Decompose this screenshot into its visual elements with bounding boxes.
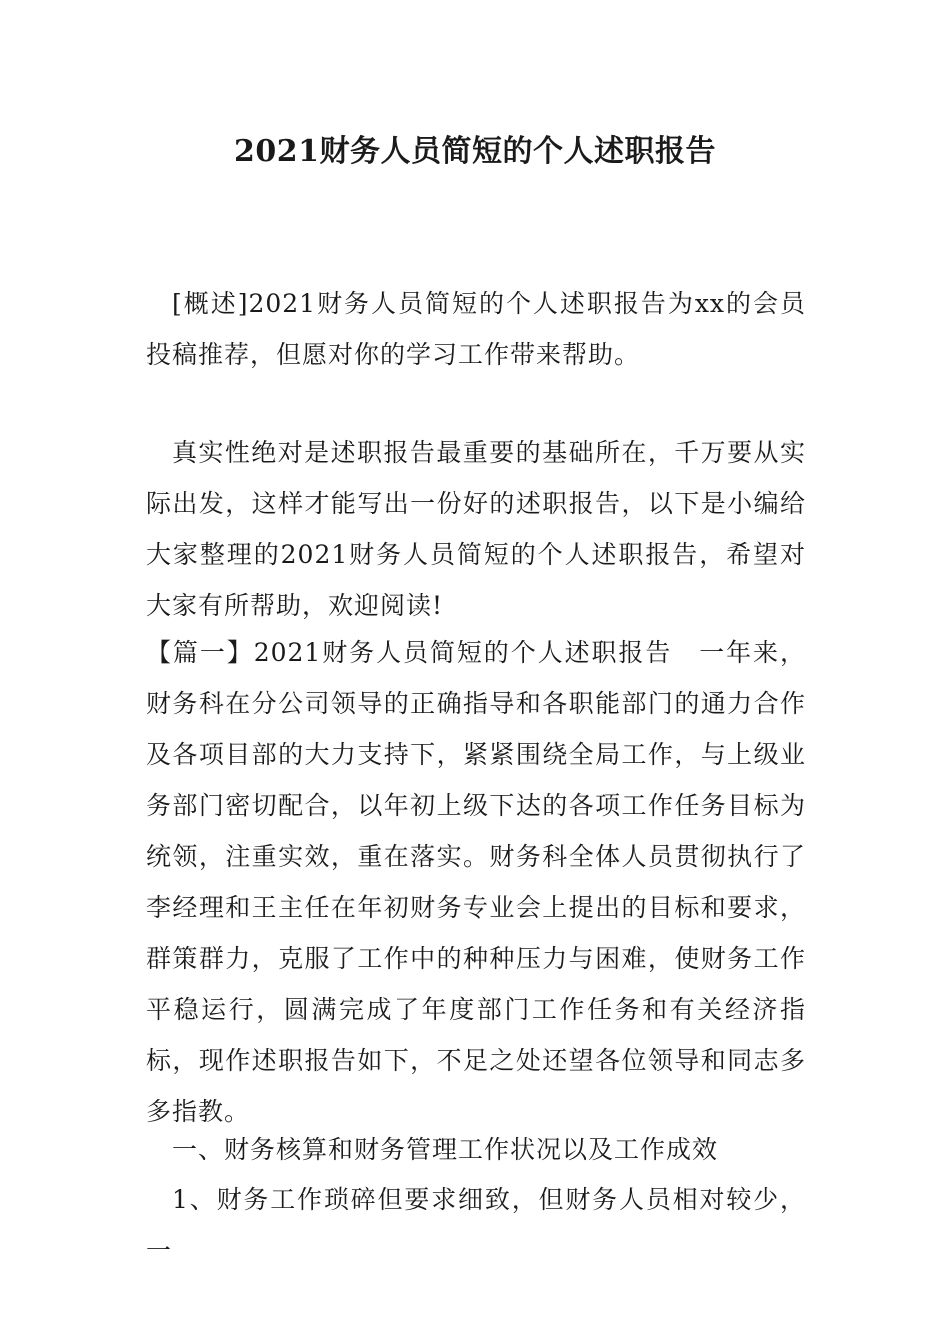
list-item-one: 1、财务工作琐碎但要求细致，但财务人员相对较少，一: [146, 1185, 806, 1265]
section-one-paragraph: 【篇一】2021财务人员简短的个人述职报告 一年来，财务科在分公司领导的正确指导和各职能部门的通力合作及各项目部的大力支持下，紧紧围绕全局工作，与上级业务部门密切配合，以年初上级下达的各项工作任务目标为统领，注重实效，重在落实。财务科全体人员贯彻执行了李经理和王主任在年初财务专业会上提出的目标和要求，群策群力，克服了工作中的种种压力与困难，使财务工作平稳运行，圆满完成了年度部门工作任务和有关经济指标，现作述职报告如下，不足之处还望各位领导和同志多多指教。: [146, 638, 806, 1126]
intro-paragraph: 真实性绝对是述职报告最重要的基础所在，千万要从实际出发，这样才能写出一份好的述职报告，以下是小编给大家整理的2021财务人员简短的个人述职报告，希望对大家有所帮助，欢迎阅读!: [146, 438, 806, 620]
summary-paragraph: [概述]2021财务人员简短的个人述职报告为xx的会员投稿推荐，但愿对你的学习工作带来帮助。: [146, 289, 806, 369]
document-title: 2021财务人员简短的个人述职报告: [234, 134, 716, 169]
section-heading-one: 一、财务核算和财务管理工作状况以及工作成效: [172, 1135, 719, 1164]
